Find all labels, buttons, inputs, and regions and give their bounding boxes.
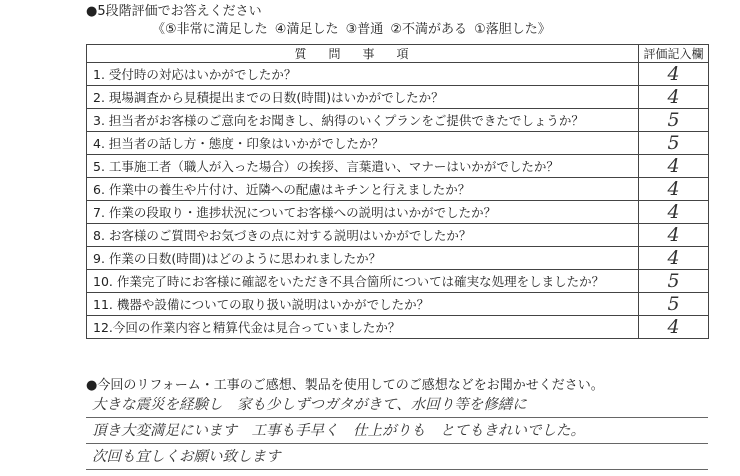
rating-value[interactable]: 4 (639, 86, 709, 109)
rating-column-header: 評価記入欄 (639, 45, 709, 63)
table-row (87, 270, 709, 293)
question-text: 7. 作業の段取り・進捗状況についてお客様への説明はいかがでしたか？ (87, 201, 639, 224)
question-text: 1. 受付時の対応はいかがでしたか？ (87, 63, 639, 86)
question-text: 10. 作業完了時にお客様に確認をいただき不具合箇所については確実な処理をしましたか？ (87, 270, 639, 293)
question-column-header: 質問事項 (87, 45, 639, 63)
table-row (87, 155, 709, 178)
comment-heading: ●今回のリフォーム・工事のご感想、製品を使用してのご感想などをお聞かせください。 (86, 378, 604, 393)
table-row (87, 63, 709, 86)
table-row (87, 247, 709, 270)
rating-value[interactable]: 5 (639, 132, 709, 155)
question-text: 12.今回の作業内容と精算代金は見合っていましたか？ (87, 316, 639, 339)
question-text: 6. 作業中の養生や片付け、近隣への配慮はキチンと行えましたか？ (87, 178, 639, 201)
table-row (87, 109, 709, 132)
question-text: 5. 工事施工者（職人が入った場合）の挨拶、言葉遣い、マナーはいかがでしたか？ (87, 155, 639, 178)
table-header-row (87, 45, 709, 63)
rating-value[interactable]: 4 (639, 178, 709, 201)
question-text: 2. 現場調査から見積提出までの日数(時間)はいかがでしたか？ (87, 86, 639, 109)
rating-value[interactable]: 5 (639, 109, 709, 132)
question-text: 11. 機器や設備についての取り扱い説明はいかがでしたか？ (87, 293, 639, 316)
rating-value[interactable]: 5 (639, 270, 709, 293)
comment-line: 次回も宜しくお願い致します (86, 444, 708, 470)
table-row (87, 178, 709, 201)
table-row (87, 132, 709, 155)
rating-scale-legend: 《⑤非常に満足した ④満足した ③普通 ②不満がある ①落胆した》 (152, 22, 551, 37)
comment-line: 頂き大変満足にいます 工事も手早く 仕上がりも とてもきれいでした。 (86, 418, 708, 444)
table-row (87, 86, 709, 109)
rating-value[interactable]: 4 (639, 155, 709, 178)
table-row (87, 201, 709, 224)
table-row (87, 224, 709, 247)
rating-value[interactable]: 4 (639, 247, 709, 270)
rating-value[interactable]: 5 (639, 293, 709, 316)
table-row (87, 316, 709, 339)
question-text: 3. 担当者がお客様のご意向をお聞きし、納得のいくプランをご提供できたでしょうか？ (87, 109, 639, 132)
comment-area[interactable] (86, 392, 708, 472)
question-text: 9. 作業の日数(時間)はどのように思われましたか？ (87, 247, 639, 270)
rating-instructions: ●5段階評価でお答えください (86, 4, 262, 19)
table-row (87, 293, 709, 316)
rating-value[interactable]: 4 (639, 224, 709, 247)
survey-table (86, 44, 709, 339)
rating-value[interactable]: 4 (639, 316, 709, 339)
rating-value[interactable]: 4 (639, 201, 709, 224)
question-text: 4. 担当者の話し方・態度・印象はいかがでしたか？ (87, 132, 639, 155)
question-text: 8. お客様のご質問やお気づきの点に対する説明はいかがでしたか？ (87, 224, 639, 247)
comment-line: 大きな震災を経験し 家も少しずつガタがきて、水回り等を修繕に (86, 392, 708, 418)
rating-value[interactable]: 4 (639, 63, 709, 86)
